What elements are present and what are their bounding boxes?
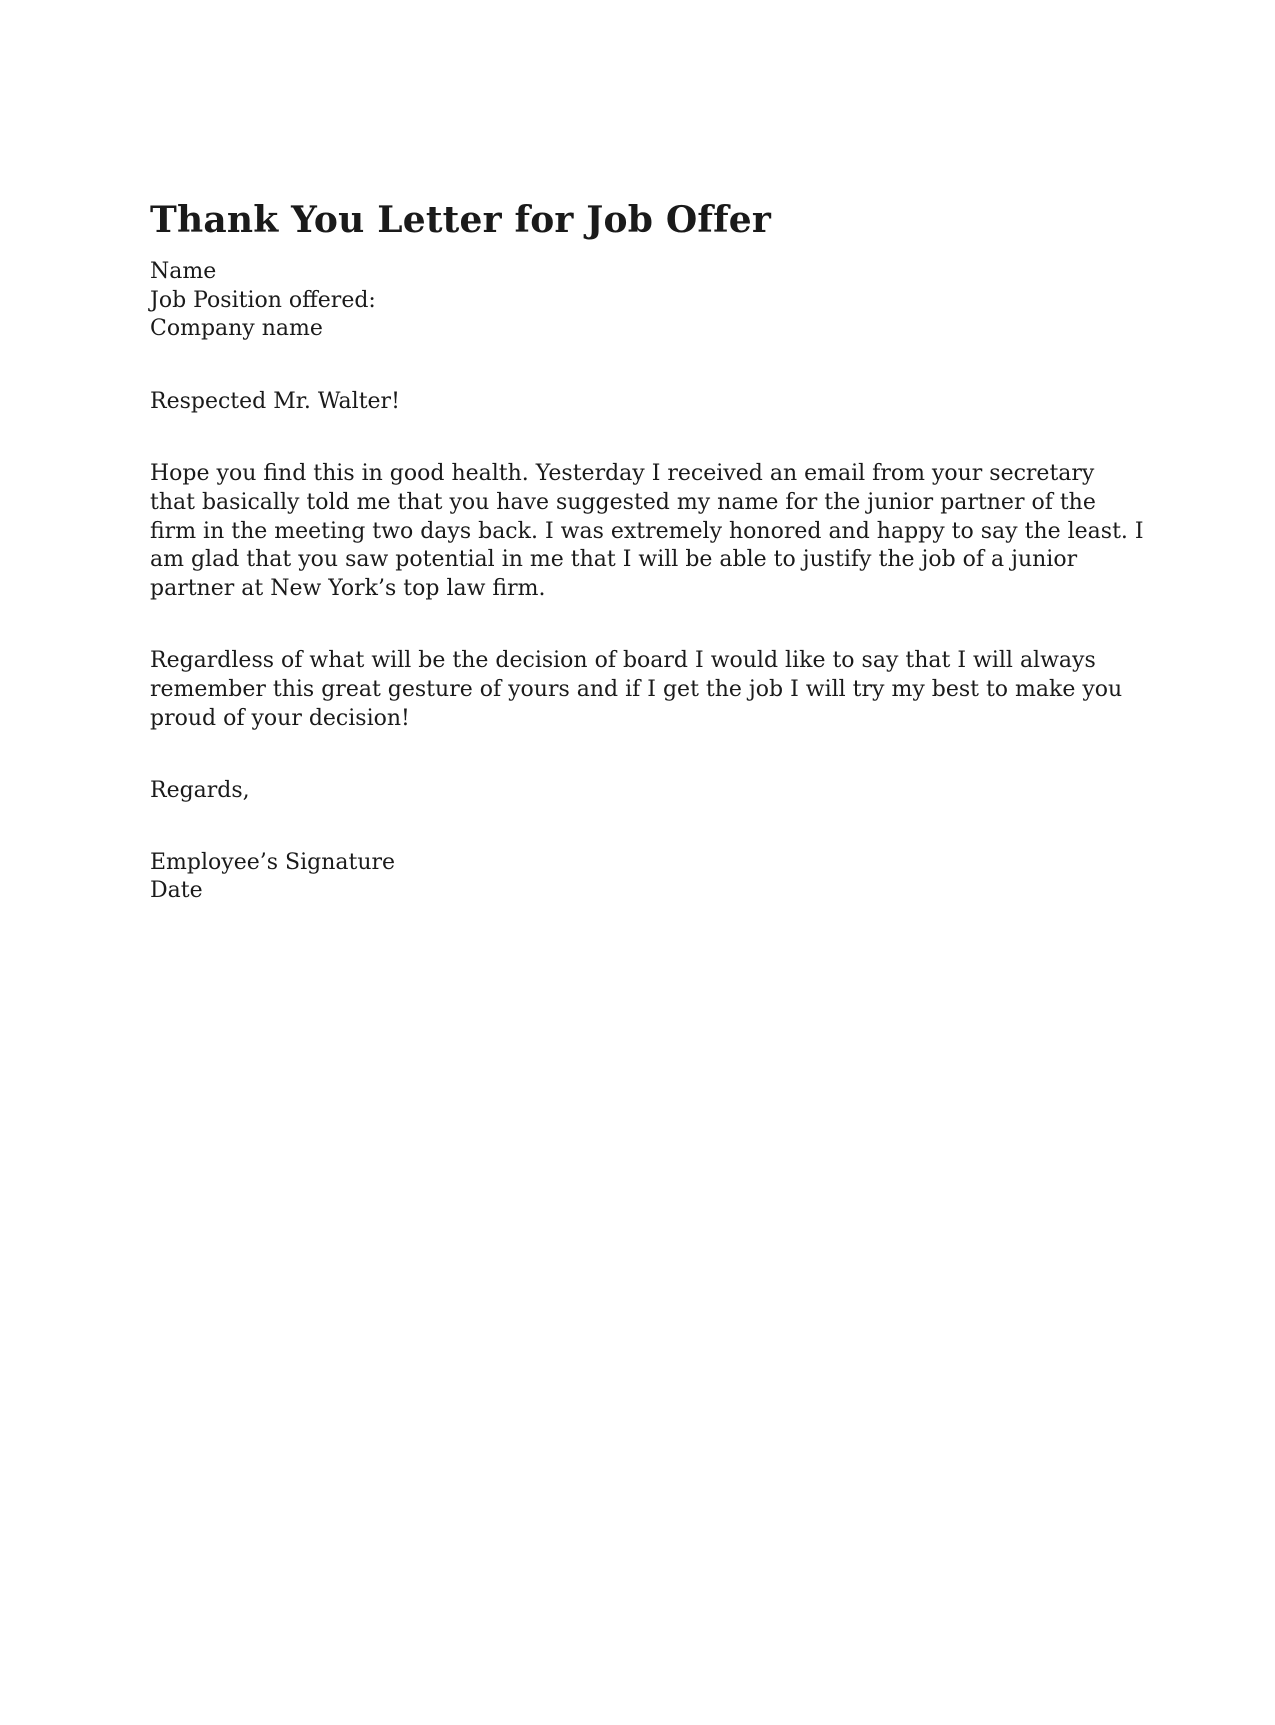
job-position: Job Position offered: <box>150 287 376 313</box>
company-name: Company name <box>150 316 323 342</box>
header-block <box>150 258 1130 344</box>
paragraph-line: partner at New York’s top law firm. <box>150 575 546 601</box>
salutation: Respected Mr. Walter! <box>150 388 400 414</box>
page-title: Thank You Letter for Job Offer <box>150 199 772 241</box>
paragraph-1 <box>150 460 1144 603</box>
paragraph-line: Regardless of what will be the decision of board I would like to say that I will always <box>150 648 1096 674</box>
paragraph-2 <box>150 647 1130 733</box>
paragraph-line: firm in the meeting two days back. I was extremely honored and happy to say the least. I <box>150 518 1144 544</box>
date-line: Date <box>150 878 203 904</box>
paragraph-line: proud of your decision! <box>150 705 410 731</box>
paragraph-line: Hope you find this in good health. Yesterday I received an email from your secretary <box>150 461 1095 487</box>
signature-block <box>150 849 1130 906</box>
letter-content <box>150 196 1144 906</box>
closing: Regards, <box>150 778 250 804</box>
paragraph-line: remember this great gesture of yours and if I get the job I will try my best to make you <box>150 676 1123 702</box>
paragraph-line: that basically told me that you have suggested my name for the junior partner of the <box>150 489 1096 515</box>
recipient-name: Name <box>150 259 217 284</box>
paragraph-line: am glad that you saw potential in me that I will be able to justify the job of a junior <box>150 547 1078 573</box>
signature-line: Employee’s Signature <box>150 849 396 875</box>
